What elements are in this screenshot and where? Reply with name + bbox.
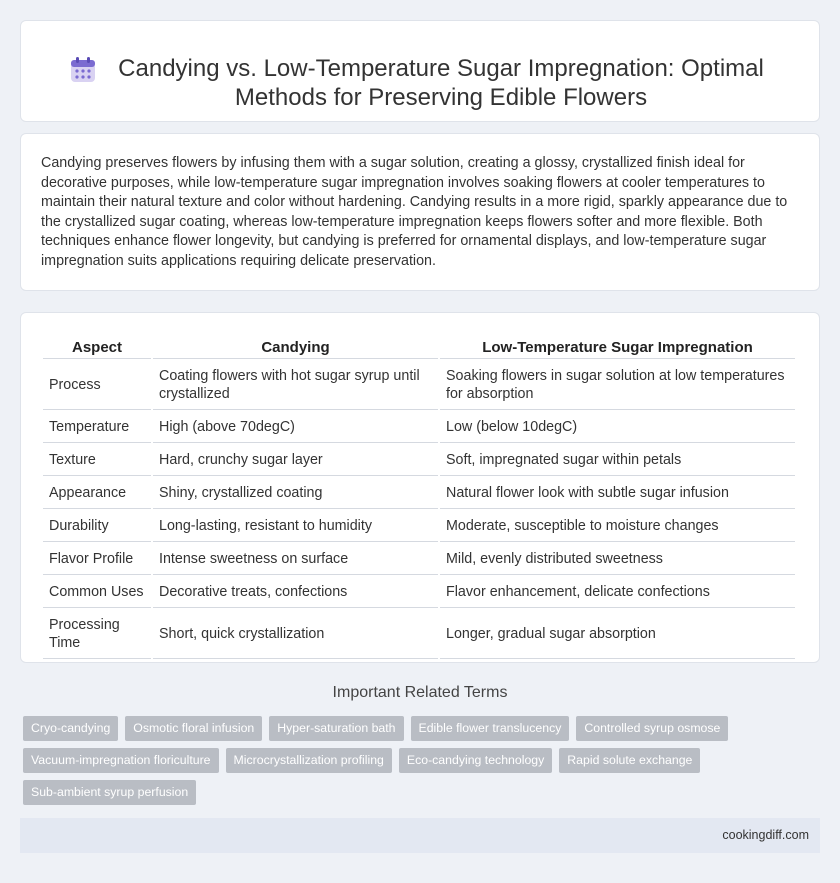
related-term-tag[interactable]: Rapid solute exchange <box>559 748 700 773</box>
header-low-temp: Low-Temperature Sugar Impregnation <box>440 335 795 359</box>
table-row <box>43 610 795 659</box>
aspect-cell: Texture <box>43 445 151 476</box>
aspect-cell: Durability <box>43 511 151 542</box>
aspect-cell: Appearance <box>43 478 151 509</box>
intro-card <box>20 133 820 291</box>
aspect-cell: Flavor Profile <box>43 544 151 575</box>
related-term-tag[interactable]: Osmotic floral infusion <box>125 716 262 741</box>
low-temp-cell: Mild, evenly distributed sweetness <box>440 544 795 575</box>
low-temp-cell: Moderate, susceptible to moisture changes <box>440 511 795 542</box>
footer-site-link[interactable]: cookingdiff.com <box>722 828 809 842</box>
candying-cell: Long-lasting, resistant to humidity <box>153 511 438 542</box>
intro-text: Candying preserves flowers by infusing them with a sugar solution, creating a glossy, crystallized finish ideal for decorative purposes, while low-temperature sugar impregnation involves soaking flowers at cooler temperatures to maintain their natural texture and color without hardening. Candying results in a more rigid, sparkly appearance due to the crystallized sugar coating, whereas low-temperature impregnation keeps flowers softer and more flexible. Both techniques enhance flower longevity, but candying is preferred for ornamental displays, and low-temperature sugar impregnation suits applications requiring delicate preservation. <box>41 155 788 269</box>
related-terms-tags <box>23 716 823 812</box>
aspect-cell: Process <box>43 361 151 410</box>
header-candying: Candying <box>153 335 438 359</box>
table-row <box>43 577 795 608</box>
table-row <box>43 478 795 509</box>
aspect-cell: Processing Time <box>43 610 151 659</box>
related-term-tag[interactable]: Controlled syrup osmose <box>576 716 728 741</box>
low-temp-cell: Soaking flowers in sugar solution at low temperatures for absorption <box>440 361 795 410</box>
low-temp-cell: Low (below 10degC) <box>440 412 795 443</box>
candying-cell: Intense sweetness on surface <box>153 544 438 575</box>
candying-cell: Coating flowers with hot sugar syrup until crystallized <box>153 361 438 410</box>
candying-cell: Decorative treats, confections <box>153 577 438 608</box>
aspect-cell: Temperature <box>43 412 151 443</box>
related-term-tag[interactable]: Cryo-candying <box>23 716 118 741</box>
table-row <box>43 445 795 476</box>
table-row <box>43 412 795 443</box>
page-title: Candying vs. Low-Temperature Sugar Impregnation: Optimal Methods for Preserving Edible Flowers <box>118 55 764 111</box>
footer-bar <box>20 818 820 853</box>
related-term-tag[interactable]: Sub-ambient syrup perfusion <box>23 780 196 805</box>
low-temp-cell: Natural flower look with subtle sugar infusion <box>440 478 795 509</box>
table-row <box>43 544 795 575</box>
related-terms-title: Important Related Terms <box>332 684 508 701</box>
header-aspect: Aspect <box>43 335 151 359</box>
low-temp-cell: Soft, impregnated sugar within petals <box>440 445 795 476</box>
aspect-cell: Common Uses <box>43 577 151 608</box>
related-term-tag[interactable]: Vacuum-impregnation floriculture <box>23 748 219 773</box>
table-row <box>43 511 795 542</box>
comparison-table <box>41 333 797 661</box>
low-temp-cell: Flavor enhancement, delicate confections <box>440 577 795 608</box>
related-term-tag[interactable]: Edible flower translucency <box>411 716 570 741</box>
candying-cell: High (above 70degC) <box>153 412 438 443</box>
header-card <box>20 20 820 122</box>
low-temp-cell: Longer, gradual sugar absorption <box>440 610 795 659</box>
related-term-tag[interactable]: Eco-candying technology <box>399 748 552 773</box>
related-term-tag[interactable]: Hyper-saturation bath <box>269 716 403 741</box>
related-term-tag[interactable]: Microcrystallization profiling <box>226 748 392 773</box>
comparison-table-card <box>20 312 820 663</box>
candying-cell: Shiny, crystallized coating <box>153 478 438 509</box>
candying-cell: Hard, crunchy sugar layer <box>153 445 438 476</box>
table-row <box>43 361 795 410</box>
candying-cell: Short, quick crystallization <box>153 610 438 659</box>
table-header-row <box>43 335 795 359</box>
calendar-icon <box>69 56 97 84</box>
